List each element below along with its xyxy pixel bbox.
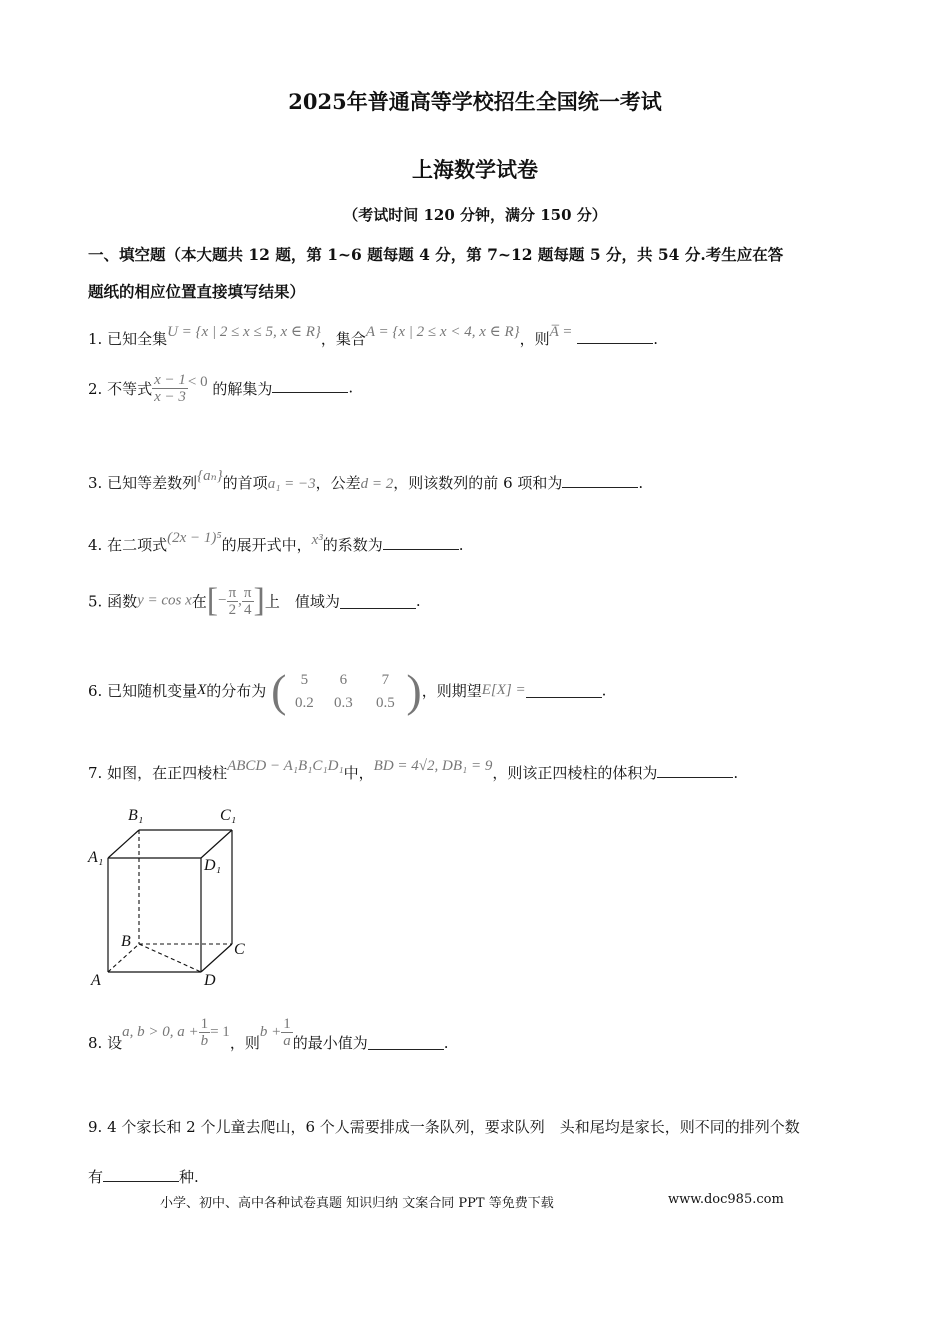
exam-info: （考试时间 120 分钟，满分 150 分） xyxy=(343,206,607,224)
answer-blank-7[interactable] xyxy=(657,763,733,778)
q4-binomial: (2x − 1)⁵ xyxy=(167,530,222,546)
label-b: B xyxy=(121,933,131,950)
q5-function: y = cos x xyxy=(137,592,192,609)
question-8: 8. 设a, b > 0, a + $\frac{1}{b}$ = 1，则b + $\frac{1}{a}$ 的最小值为 . xyxy=(88,1016,449,1052)
question-9-line1: 9. 4 个家长和 2 个儿童去爬山，6 个人需要排成一条队列，要求队列 头和尾均是家长，则不同的排列个数 xyxy=(88,1118,800,1136)
answer-blank-3[interactable] xyxy=(562,473,638,488)
exam-title: 2025年普通高等学校招生全国统一考试 xyxy=(288,89,662,114)
footer-text: 小学、初中、高中各种试卷真题 知识归纳 文案合同 PPT 等免费下载 xyxy=(160,1196,554,1211)
label-a: A xyxy=(91,972,101,989)
q3-difference: d = 2 xyxy=(360,476,394,492)
q2-fraction: $\frac{x - 1}{x - 3}$ xyxy=(154,372,186,405)
answer-blank-4[interactable] xyxy=(383,535,459,550)
q4-power: x³ xyxy=(311,532,323,548)
prism-figure xyxy=(84,800,264,1000)
label-a1: A₁ xyxy=(88,849,104,866)
q3-first-term: a₁ = −3 xyxy=(267,476,316,492)
q1-set-a: A = {x | 2 ≤ x < 4, x ∈ R} xyxy=(365,324,520,340)
answer-blank-2[interactable] xyxy=(272,378,348,393)
q6-expectation: E[X] = xyxy=(481,682,526,698)
question-3: 3. 已知等差数列{aₙ}的首项a₁ = −3，公差d = 2，则该数列的前 6 项和为 . xyxy=(88,468,644,492)
answer-blank-1[interactable] xyxy=(577,329,653,344)
footer-url[interactable]: www.doc985.com xyxy=(668,1192,784,1207)
question-9-line2: 有 种. xyxy=(88,1168,199,1186)
q7-conditions: BD = 4√2, DB₁ = 9 xyxy=(373,758,493,774)
paper-subtitle: 上海数学试卷 xyxy=(412,157,538,182)
question-4: 4. 在二项式(2x − 1)⁵的展开式中，x³的系数为 . xyxy=(88,530,464,554)
label-d: D xyxy=(204,972,216,989)
q5-right-bracket: ] xyxy=(253,582,265,619)
question-1: 1. 已知全集U = {x | 2 ≤ x ≤ 5, x ∈ R}，集合A = {x | 2 ≤ x < 4, x ∈ R}，则A̅ = . xyxy=(88,324,658,348)
q6-distribution-matrix: 5 6 7 0.2 0.3 0.5 xyxy=(295,671,395,711)
section-heading-line2: 题纸的相应位置直接填写结果） xyxy=(88,282,306,301)
answer-blank-8[interactable] xyxy=(368,1035,444,1050)
q1-universal-set: U = {x | 2 ≤ x ≤ 5, x ∈ R} xyxy=(167,324,321,340)
section-heading-line1: 一、填空题（本大题共 12 题，第 1~6 题每题 4 分，第 7~12 题每题 5 分，共 54 分.考生应在答 xyxy=(88,245,784,264)
label-c1: C₁ xyxy=(220,807,237,824)
label-d1: D₁ xyxy=(204,857,222,874)
edge-d1-c1 xyxy=(201,830,232,858)
q3-sequence: {aₙ} xyxy=(197,468,223,484)
q5-left-bracket: [ xyxy=(206,582,219,619)
answer-blank-9[interactable] xyxy=(103,1167,179,1182)
question-2: 2. 不等式 $\frac{x - 1}{x - 3}$ < 0 的解集为 . xyxy=(88,372,354,405)
label-c: C xyxy=(234,941,245,958)
edge-a1-b1 xyxy=(108,830,139,858)
question-7: 7. 如图，在正四棱柱ABCD − A₁B₁C₁D₁中，BD = 4√2, DB₁ = 9，则该正四棱柱的体积为 . xyxy=(88,758,739,782)
label-b1: B₁ xyxy=(128,807,144,824)
question-5: 5. 函数y = cos x在[− $\frac{\pi}{2}$ , $\frac{\pi}{4}$ ]上 值域为 . xyxy=(88,582,421,619)
edge-b-d-hidden xyxy=(139,944,201,972)
answer-blank-5[interactable] xyxy=(340,594,416,609)
question-6: 6. 已知随机变量X的分布为 ( 5 6 7 0.2 0.3 0.5 )，则期望E[X] = . xyxy=(88,665,607,716)
answer-blank-6[interactable] xyxy=(526,683,602,698)
q1-complement: A̅ = xyxy=(549,324,573,340)
edge-d-c xyxy=(201,944,232,972)
q7-prism: ABCD − A₁B₁C₁D₁ xyxy=(227,758,344,774)
